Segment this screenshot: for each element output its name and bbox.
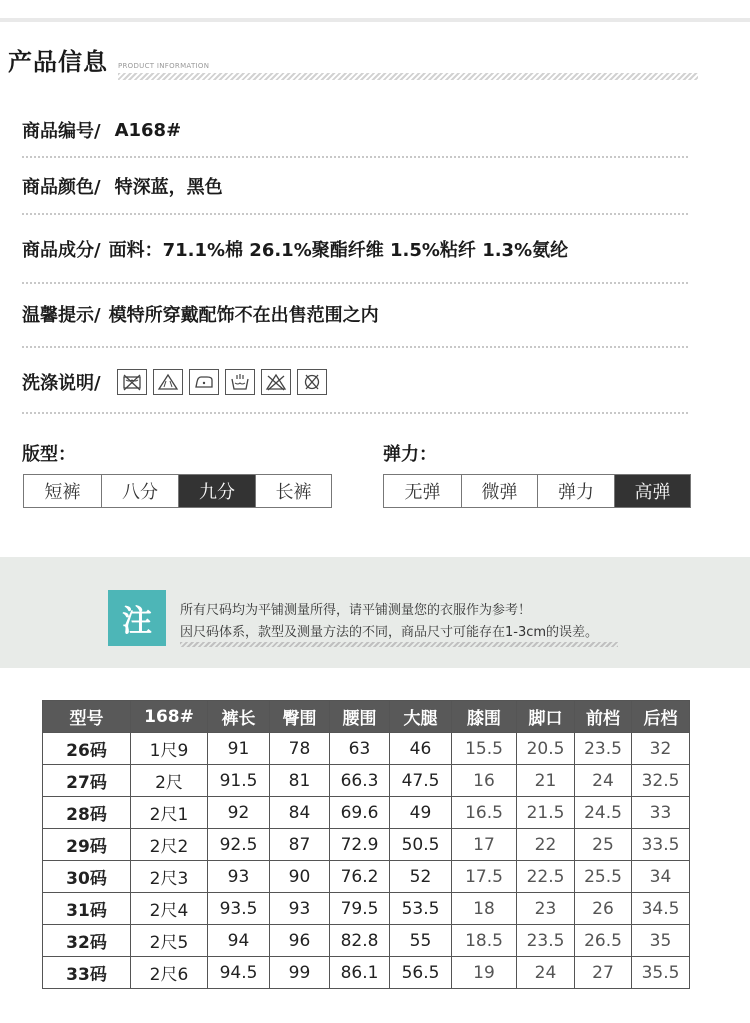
table-cell: 19 [452,957,517,989]
table-cell: 2尺4 [131,893,208,925]
table-cell: 18 [452,893,517,925]
fit-option[interactable]: 八分 [102,475,179,507]
no-bleach-icon [261,369,291,395]
table-cell: 17.5 [452,861,517,893]
info-row-wash [22,365,327,399]
table-cell: 72.9 [330,829,390,861]
table-cell: 29码 [43,829,131,861]
table-header-row [43,701,690,733]
table-cell: 2尺 [131,765,208,797]
color-value: 特深蓝，黑色 [114,177,223,198]
table-cell: 26.5 [575,925,632,957]
note-badge: 注 [108,590,166,646]
table-cell: 49 [390,797,452,829]
elasticity-option[interactable]: 高弹 [615,475,690,507]
divider [22,282,688,284]
info-row-color [22,169,223,203]
tip-label: 温馨提示/ [22,305,101,326]
table-cell: 78 [270,733,330,765]
table-row [43,797,690,829]
table-header-cell: 前档 [575,701,632,733]
bleach-icon [153,369,183,395]
table-row [43,861,690,893]
wash-label: 洗涤说明/ [22,373,101,394]
table-cell: 33 [632,797,690,829]
table-cell: 96 [270,925,330,957]
table-header-cell: 脚口 [517,701,575,733]
table-cell: 84 [270,797,330,829]
composition-label: 商品成分/ [22,240,101,261]
table-cell: 99 [270,957,330,989]
table-cell: 90 [270,861,330,893]
code-label: 商品编号/ [22,121,101,142]
table-cell: 93 [270,893,330,925]
fit-option[interactable]: 长裤 [256,475,331,507]
table-header-cell: 臀围 [270,701,330,733]
table-cell: 2尺3 [131,861,208,893]
no-machine-wash-icon [117,369,147,395]
table-cell: 16 [452,765,517,797]
table-cell: 24 [575,765,632,797]
fit-option[interactable]: 短裤 [24,475,102,507]
table-cell: 24 [517,957,575,989]
table-cell: 24.5 [575,797,632,829]
table-header-cell: 后档 [632,701,690,733]
table-cell: 2尺2 [131,829,208,861]
table-cell: 94 [208,925,270,957]
note-stripe [180,642,618,647]
info-row-tip [22,297,379,331]
divider [22,213,688,215]
table-cell: 56.5 [390,957,452,989]
note-line-2: 因尺码体系，款型及测量方法的不同，商品尺寸可能存在1-3cm的误差。 [180,625,599,640]
table-cell: 2尺5 [131,925,208,957]
fit-selector [23,474,332,508]
page-subtitle: PRODUCT INFORMATION [118,62,210,70]
table-cell: 28码 [43,797,131,829]
table-cell: 32码 [43,925,131,957]
page-title: 产品信息 [8,48,108,76]
table-cell: 55 [390,925,452,957]
elasticity-label: 弹力： [383,444,437,465]
table-cell: 46 [390,733,452,765]
divider [22,412,688,414]
hand-wash-icon [225,369,255,395]
table-header-cell: 裤长 [208,701,270,733]
info-row-composition [22,232,568,266]
table-cell: 2尺1 [131,797,208,829]
title-stripe [118,73,698,80]
divider [22,346,688,348]
table-cell: 20.5 [517,733,575,765]
divider [22,156,688,158]
table-cell: 93.5 [208,893,270,925]
table-cell: 26 [575,893,632,925]
composition-value: 面料：71.1%棉 26.1%聚酯纤维 1.5%粘纤 1.3%氨纶 [108,240,569,261]
top-divider [0,18,750,22]
table-header-cell: 型号 [43,701,131,733]
elasticity-option[interactable]: 微弹 [462,475,538,507]
table-cell: 32 [632,733,690,765]
table-cell: 34 [632,861,690,893]
table-cell: 91 [208,733,270,765]
table-cell: 35.5 [632,957,690,989]
table-cell: 91.5 [208,765,270,797]
fit-label: 版型： [22,444,76,465]
elasticity-option[interactable]: 无弹 [384,475,462,507]
table-row [43,829,690,861]
table-cell: 33码 [43,957,131,989]
table-row [43,957,690,989]
size-table [42,700,690,989]
table-cell: 31码 [43,893,131,925]
table-cell: 30码 [43,861,131,893]
table-row [43,733,690,765]
table-cell: 22.5 [517,861,575,893]
info-row-code [22,113,181,147]
table-header-cell: 168# [131,701,208,733]
table-cell: 50.5 [390,829,452,861]
table-row [43,925,690,957]
elasticity-selector [383,474,691,508]
table-cell: 87 [270,829,330,861]
table-cell: 23.5 [517,925,575,957]
table-cell: 25 [575,829,632,861]
table-cell: 2尺6 [131,957,208,989]
tip-value: 模特所穿戴配饰不在出售范围之内 [108,305,379,326]
table-cell: 53.5 [390,893,452,925]
color-label: 商品颜色/ [22,177,101,198]
table-cell: 82.8 [330,925,390,957]
table-cell: 66.3 [330,765,390,797]
table-cell: 52 [390,861,452,893]
table-cell: 27 [575,957,632,989]
table-header-cell: 大腿 [390,701,452,733]
code-value: A168# [114,119,182,141]
table-cell: 34.5 [632,893,690,925]
table-cell: 15.5 [452,733,517,765]
table-cell: 25.5 [575,861,632,893]
table-header-cell: 膝围 [452,701,517,733]
table-cell: 26码 [43,733,131,765]
table-cell: 16.5 [452,797,517,829]
table-cell: 93 [208,861,270,893]
table-cell: 79.5 [330,893,390,925]
table-cell: 92 [208,797,270,829]
table-cell: 69.6 [330,797,390,829]
table-cell: 18.5 [452,925,517,957]
elasticity-option[interactable]: 弹力 [538,475,615,507]
table-cell: 27码 [43,765,131,797]
table-cell: 21 [517,765,575,797]
table-cell: 86.1 [330,957,390,989]
wash-icons [117,369,327,395]
table-cell: 92.5 [208,829,270,861]
table-cell: 32.5 [632,765,690,797]
table-cell: 33.5 [632,829,690,861]
fit-option[interactable]: 九分 [179,475,256,507]
table-header-cell: 腰围 [330,701,390,733]
table-row [43,893,690,925]
table-cell: 21.5 [517,797,575,829]
table-cell: 22 [517,829,575,861]
table-cell: 76.2 [330,861,390,893]
note-line-1: 所有尺码均为平铺测量所得，请平铺测量您的衣服作为参考！ [180,603,532,618]
iron-icon [189,369,219,395]
table-cell: 35 [632,925,690,957]
table-row [43,765,690,797]
table-cell: 23 [517,893,575,925]
table-cell: 63 [330,733,390,765]
table-cell: 47.5 [390,765,452,797]
table-cell: 1尺9 [131,733,208,765]
no-dry-clean-icon [297,369,327,395]
table-cell: 81 [270,765,330,797]
table-cell: 23.5 [575,733,632,765]
table-cell: 17 [452,829,517,861]
table-cell: 94.5 [208,957,270,989]
